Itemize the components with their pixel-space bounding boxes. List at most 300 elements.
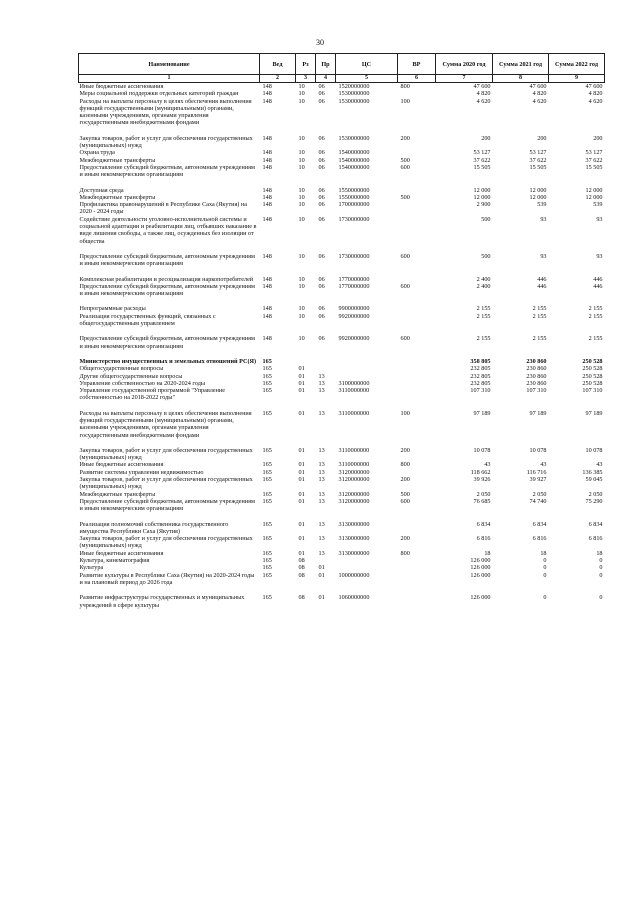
amount-2022-cell: 6 834 [588,520,603,528]
rz-cell: 10 [298,186,305,194]
table-row [79,201,605,216]
amount-2022-cell: 10 078 [585,446,603,454]
amount-2021-cell: 446 [537,282,547,290]
row-name-cell: Межбюджетные трансферты [79,156,156,164]
vr-cell: 600 [400,252,410,260]
column-number: 2 [260,75,296,83]
vr-cell [398,380,436,387]
amount-2020-cell: 2 900 [476,201,491,209]
amount-2022-cell: 2 155 [588,305,603,313]
amount-2020-cell: 53 127 [473,149,491,157]
vr-cell [398,313,436,328]
pr-cell: 06 [318,134,325,142]
cs-cell: 1530000000 [338,134,370,142]
table-row [79,476,605,491]
row-name-cell: Предоставление субсидий бюджетным, автономным учреждениям и иным некоммерческим организациям [79,497,255,513]
row-name-cell: Иные бюджетные ассигнования [79,83,164,90]
amount-2020-cell: 118 662 [470,468,491,476]
ved-cell: 148 [262,312,272,320]
column-header: Пр [316,54,336,75]
table-row [79,594,605,609]
pr-cell: 06 [318,215,325,223]
rz-cell: 10 [298,90,305,98]
table-row [79,90,605,97]
amount-2021-cell: 446 [537,275,547,283]
amount-2022-cell: 0 [599,564,603,572]
spacer-cell [79,327,605,335]
amount-2020-cell: 126 000 [470,594,491,602]
row-name-cell: Непрограммные расходы [79,305,146,313]
row-name-cell: Предоставление субсидий бюджетным, автономным учреждениям и иным некоммерческим организациям [79,163,255,179]
rz-cell: 10 [298,83,305,90]
ved-cell: 148 [262,201,272,209]
vr-cell: 800 [400,83,410,90]
amount-2021-cell: 15 505 [529,163,547,171]
amount-2022-cell: 200 [593,134,603,142]
vr-cell: 100 [400,409,410,417]
amount-2021-cell: 43 [540,461,547,469]
table-row [79,498,605,513]
amount-2020-cell: 47 600 [473,83,491,90]
amount-2022-cell: 0 [599,571,603,579]
rz-cell: 01 [298,497,305,505]
table-row [79,572,605,587]
amount-2022-cell: 4 820 [588,90,603,98]
vr-cell [398,469,436,476]
row-name-cell: Закупка товаров, работ и услуг для обеспечения государственных (муниципальных) нужд [79,134,253,150]
row-spacer [79,127,605,135]
vr-cell: 500 [400,156,410,164]
amount-2021-cell: 47 600 [529,83,547,90]
column-header: ВР [398,54,436,75]
amount-2021-cell: 2 155 [532,312,547,320]
rz-cell: 01 [298,387,305,395]
amount-2022-cell: 97 189 [585,409,603,417]
row-name-cell: Министерство имущественных и земельных отношений РС(Я) [79,357,257,365]
amount-2021-cell: 0 [543,594,547,602]
row-name-cell: Закупка товаров, работ и услуг для обеспечения государственных (муниципальных) нужд [79,535,253,550]
amount-2022-cell: 446 [593,275,603,283]
table-row [79,521,605,536]
vr-cell: 200 [400,446,410,454]
spacer-cell [79,245,605,253]
amount-2020-cell: 39 926 [473,476,491,484]
ved-cell: 148 [262,83,272,90]
vr-cell [398,521,436,536]
vr-cell [398,305,436,312]
pr-cell [316,365,336,372]
ved-cell: 165 [262,446,272,454]
table-row [79,283,605,298]
row-spacer [79,513,605,521]
cs-cell [336,557,398,564]
vr-cell [398,187,436,194]
amount-2021-cell: 2 155 [532,305,547,313]
vr-cell [398,572,436,587]
amount-2020-cell: 15 505 [473,163,491,171]
spacer-cell [79,402,605,410]
amount-2020-cell: 358 805 [470,357,491,365]
ved-cell: 165 [262,490,272,498]
table-row [79,335,605,350]
table-row [79,216,605,245]
pr-cell: 13 [318,497,325,505]
pr-cell: 06 [318,282,325,290]
rz-cell: 01 [298,372,305,380]
ved-cell: 165 [262,497,272,505]
pr-cell: 06 [318,97,325,105]
column-number: 4 [316,75,336,83]
amount-2022-cell: 0 [599,557,603,565]
pr-cell [316,557,336,564]
amount-2022-cell: 12 000 [585,193,603,201]
column-number-row [79,75,605,83]
ved-cell: 165 [262,535,272,543]
amount-2021-cell: 6 834 [532,520,547,528]
table-row [79,149,605,156]
vr-cell: 600 [400,282,410,290]
cs-cell: 3110000000 [338,446,370,454]
row-spacer [79,586,605,594]
cs-cell: 1060000000 [338,594,370,602]
cs-cell: 1730000000 [338,252,370,260]
row-name-cell: Иные бюджетные ассигнования [79,461,164,469]
ved-cell: 165 [262,549,272,557]
amount-2020-cell: 6 816 [476,535,491,543]
cs-cell: 3110000000 [338,461,370,469]
table-row [79,535,605,550]
table-row [79,135,605,150]
amount-2020-cell: 12 000 [473,186,491,194]
row-name-cell: Межбюджетные трансферты [79,490,156,498]
row-name-cell: Развитие культуры в Республике Саха (Якутия) на 2020-2024 годы и на плановый период до 2026 года [79,571,255,586]
cs-cell: 1550000000 [338,193,370,201]
cs-cell: 3110000000 [338,387,370,395]
row-spacer [79,268,605,276]
row-name-cell: Реализация полномочий собственника государственного имущества Республики Саха (Якутия) [79,520,229,535]
ved-cell: 148 [262,193,272,201]
pr-cell: 06 [318,163,325,171]
ved-cell: 165 [262,379,272,387]
row-spacer [79,327,605,335]
vr-cell [398,387,436,402]
cs-cell: 3100000000 [338,379,370,387]
vr-cell: 800 [400,549,410,557]
ved-cell: 148 [262,305,272,313]
pr-cell: 06 [318,201,325,209]
row-spacer [79,439,605,447]
table-row [79,253,605,268]
vr-cell: 500 [400,490,410,498]
pr-cell: 13 [318,446,325,454]
cs-cell [336,564,398,571]
amount-2021-cell: 97 189 [529,409,547,417]
cs-cell: 9920000000 [338,335,370,343]
table-row [79,380,605,387]
ved-cell: 165 [262,571,272,579]
amount-2020-cell: 200 [481,134,491,142]
vr-cell [398,201,436,216]
amount-2022-cell: 0 [599,594,603,602]
amount-2022-cell: 15 505 [585,163,603,171]
cs-cell: 3110000000 [338,409,370,417]
rz-cell: 10 [298,163,305,171]
column-header: ЦС [336,54,398,75]
row-spacer [79,297,605,305]
ved-cell: 165 [262,409,272,417]
amount-2021-cell: 4 820 [532,90,547,98]
pr-cell: 13 [318,520,325,528]
row-name-cell: Общегосударственные вопросы [79,365,164,373]
amount-2021-cell: 12 000 [529,186,547,194]
table-body [79,83,605,609]
amount-2020-cell: 232 805 [470,379,491,387]
pr-cell: 06 [318,193,325,201]
pr-cell: 13 [318,476,325,484]
row-name-cell: Расходы на выплаты персоналу в целях обеспечения выполнения функций государственными (муниципальными) органами, казенными учреждениями, органами управления государственными внебюджетными фондами [79,409,252,439]
table-row [79,387,605,402]
vr-cell [398,365,436,372]
amount-2021-cell: 37 622 [529,156,547,164]
budget-table [78,53,605,609]
row-spacer [79,350,605,358]
table-row [79,194,605,201]
row-name-cell: Развитие инфраструктуры государственных и муниципальных учреждений в сфере культуры [79,594,245,609]
amount-2020-cell: 43 [484,461,491,469]
column-header: Рз [296,54,316,75]
vr-cell: 200 [400,134,410,142]
rz-cell: 01 [298,476,305,484]
pr-cell: 13 [318,461,325,469]
rz-cell: 08 [298,564,305,572]
pr-cell: 01 [318,594,325,602]
amount-2022-cell: 37 622 [585,156,603,164]
amount-2021-cell: 93 [540,215,547,223]
amount-2022-cell: 12 000 [585,186,603,194]
amount-2022-cell: 2 155 [588,312,603,320]
cs-cell: 1550000000 [338,186,370,194]
amount-2022-cell: 539 [593,201,603,209]
vr-cell: 200 [400,476,410,484]
row-name-cell: Закупка товаров, работ и услуг для обеспечения государственных (муниципальных) нужд [79,476,253,491]
cs-cell: 1540000000 [338,163,370,171]
amount-2020-cell: 126 000 [470,557,491,565]
spacer-cell [79,513,605,521]
amount-2022-cell: 6 816 [588,535,603,543]
spacer-cell [79,439,605,447]
rz-cell: 10 [298,275,305,283]
spacer-cell [79,179,605,187]
table-row [79,164,605,179]
amount-2020-cell: 18 [484,549,491,557]
table-row [79,557,605,564]
row-name-cell: Предоставление субсидий бюджетным, автономным учреждениям и иным некоммерческим организациям [79,252,255,268]
amount-2022-cell: 107 310 [582,387,603,395]
ved-cell: 165 [262,476,272,484]
rz-cell: 08 [298,571,305,579]
vr-cell [398,90,436,97]
column-header: Сумма 2022 год [549,54,605,75]
vr-cell: 800 [400,461,410,469]
rz-cell: 01 [298,461,305,469]
amount-2022-cell: 446 [593,282,603,290]
cs-cell: 1770000000 [338,282,370,290]
amount-2020-cell: 4 820 [476,90,491,98]
amount-2022-cell: 59 045 [585,476,603,484]
ved-cell: 165 [262,387,272,395]
cs-cell [336,358,398,365]
row-name-cell: Культура, кинематография [79,557,150,565]
ved-cell: 165 [262,357,272,365]
amount-2021-cell: 12 000 [529,193,547,201]
pr-cell: 06 [318,335,325,343]
rz-cell [296,358,316,365]
cs-cell: 1540000000 [338,156,370,164]
amount-2021-cell: 10 078 [529,446,547,454]
amount-2020-cell: 232 805 [470,372,491,380]
amount-2021-cell: 2 050 [532,490,547,498]
table-row [79,550,605,557]
pr-cell: 13 [318,379,325,387]
amount-2020-cell: 12 000 [473,193,491,201]
pr-cell: 13 [318,490,325,498]
cs-cell: 1700000000 [338,201,370,209]
pr-cell: 06 [318,90,325,98]
ved-cell: 165 [262,557,272,565]
rz-cell: 10 [298,215,305,223]
amount-2020-cell: 500 [481,215,491,223]
row-name-cell: Доступная среда [79,186,124,194]
cs-cell [336,365,398,372]
cs-cell: 1530000000 [338,90,370,98]
row-name-cell: Культура [79,564,104,572]
amount-2020-cell: 2 155 [476,312,491,320]
amount-2020-cell: 232 805 [470,365,491,373]
table-row [79,83,605,91]
row-name-cell: Управление государственной программой "Управление собственностью на 2018-2022 годы" [79,387,225,402]
cs-cell: 3130000000 [338,535,370,543]
ved-cell: 148 [262,215,272,223]
pr-cell: 06 [318,156,325,164]
table-row [79,313,605,328]
row-name-cell: Комплексная реабилитация и ресоциализация наркопотребителей [79,275,254,283]
pr-cell: 13 [318,387,325,395]
table-row [79,373,605,380]
amount-2021-cell: 107 310 [526,387,547,395]
ved-cell: 165 [262,372,272,380]
pr-cell: 13 [318,535,325,543]
rz-cell: 01 [298,549,305,557]
page-number: 30 [316,38,324,47]
cs-cell: 1520000000 [338,83,370,90]
amount-2021-cell: 116 716 [526,468,547,476]
row-spacer [79,245,605,253]
row-name-cell: Управление собственностью на 2020-2024 годы [79,379,206,387]
row-name-cell: Профилактика правонарушений в Республике Саха (Якутия) на 2020 - 2024 годы [79,201,247,216]
amount-2021-cell: 4 620 [532,97,547,105]
amount-2020-cell: 97 189 [473,409,491,417]
ved-cell: 148 [262,335,272,343]
cs-cell: 9900000000 [338,305,370,313]
row-name-cell: Предоставление субсидий бюджетным, автономным учреждениям и иным некоммерческим организациям [79,335,255,350]
amount-2021-cell: 539 [537,201,547,209]
vr-cell: 200 [400,535,410,543]
vr-cell [398,564,436,571]
rz-cell: 01 [298,379,305,387]
rz-cell: 10 [298,201,305,209]
ved-cell: 148 [262,156,272,164]
cs-cell: 1530000000 [338,97,370,105]
amount-2022-cell: 2 050 [588,490,603,498]
table-row [79,461,605,468]
ved-cell: 148 [262,275,272,283]
row-name-cell: Предоставление субсидий бюджетным, автономным учреждениям и иным некоммерческим организациям [79,282,255,298]
amount-2020-cell: 10 078 [473,446,491,454]
table-row [79,358,605,365]
cs-cell: 1540000000 [338,149,370,157]
amount-2020-cell: 500 [481,252,491,260]
rz-cell: 01 [298,520,305,528]
column-header: Вед [260,54,296,75]
amount-2021-cell: 230 860 [526,365,547,373]
amount-2020-cell: 76 685 [473,497,491,505]
ved-cell: 148 [262,90,272,98]
ved-cell: 148 [262,134,272,142]
table-row [79,447,605,462]
amount-2021-cell: 0 [543,571,547,579]
vr-cell [398,276,436,283]
vr-cell [398,358,436,365]
column-number: 7 [436,75,493,83]
ved-cell: 165 [262,520,272,528]
amount-2022-cell: 250 528 [582,357,603,365]
amount-2021-cell: 230 860 [526,357,547,365]
vr-cell: 500 [400,193,410,201]
ved-cell: 148 [262,186,272,194]
cs-cell: 1000000000 [338,571,370,579]
ved-cell: 165 [262,461,272,469]
cs-cell: 9920000000 [338,312,370,320]
pr-cell: 01 [318,564,325,572]
ved-cell: 148 [262,163,272,171]
pr-cell: 06 [318,312,325,320]
cs-cell: 1730000000 [338,215,370,223]
cs-cell [336,373,398,380]
rz-cell: 10 [298,97,305,105]
amount-2022-cell: 250 528 [582,379,603,387]
vr-cell [398,216,436,245]
row-name-cell: Межбюджетные трансферты [79,193,156,201]
pr-cell: 13 [318,549,325,557]
column-number: 6 [398,75,436,83]
table-row [79,157,605,164]
rz-cell: 08 [298,594,305,602]
pr-cell: 06 [318,252,325,260]
cs-cell: 1770000000 [338,275,370,283]
pr-cell: 06 [318,275,325,283]
spacer-cell [79,350,605,358]
cs-cell: 3120000000 [338,468,370,476]
rz-cell: 10 [298,282,305,290]
amount-2020-cell: 2 400 [476,275,491,283]
amount-2021-cell: 0 [543,564,547,572]
row-name-cell: Реализация государственных функций, связанных с общегосударственным управлением [79,312,216,328]
table-header-row [79,54,605,75]
amount-2020-cell: 2 400 [476,282,491,290]
vr-cell [398,557,436,564]
amount-2021-cell: 6 816 [532,535,547,543]
amount-2021-cell: 230 860 [526,372,547,380]
